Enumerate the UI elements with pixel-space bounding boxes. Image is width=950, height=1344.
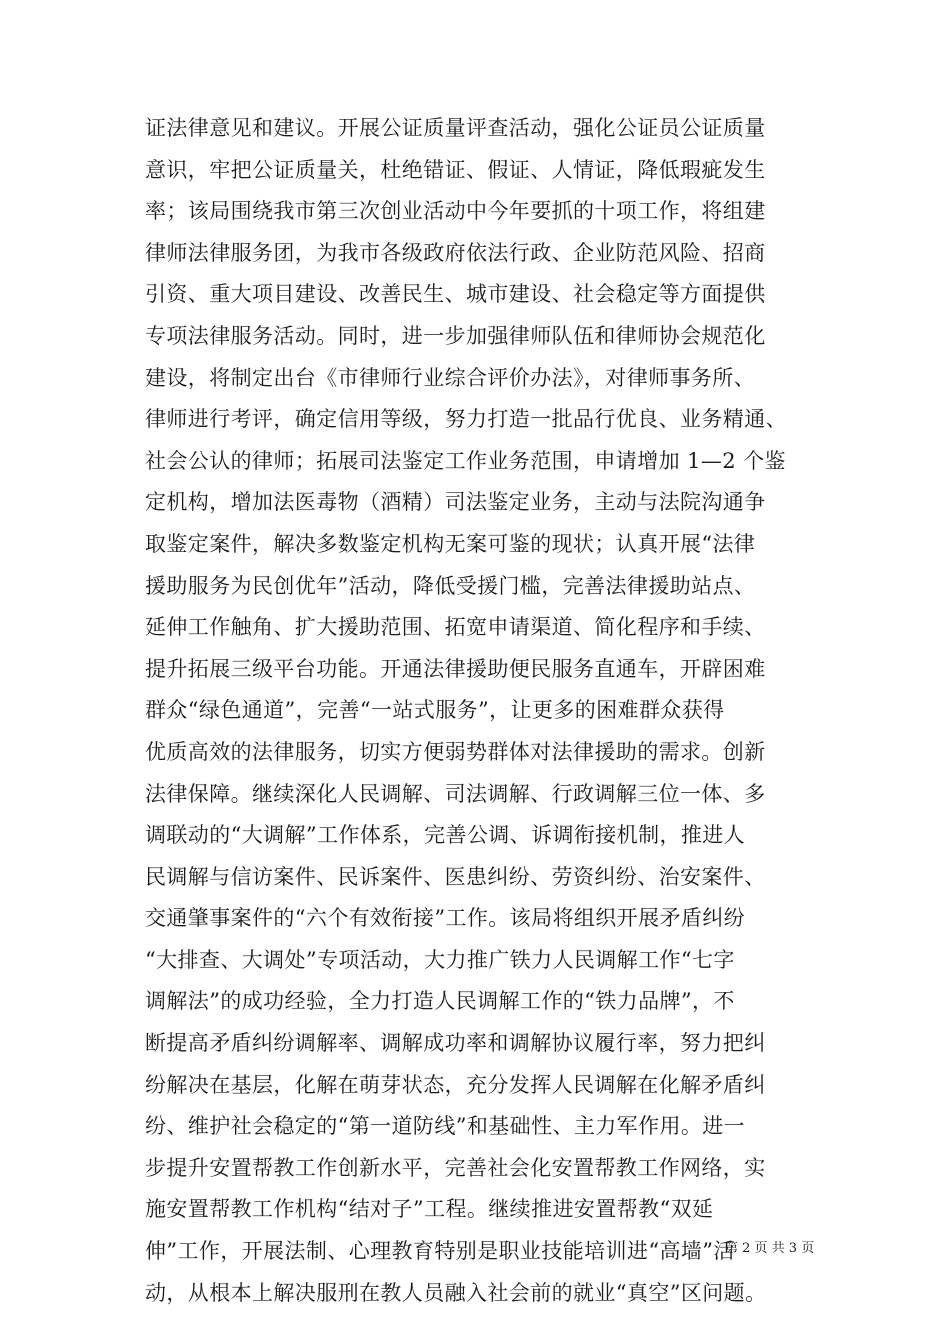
text-line: 引资、重大项目建设、改善民生、城市建设、社会稳定等方面提供 (145, 282, 766, 307)
text-line: 社会公认的律师；拓展司法鉴定工作业务范围，申请增加 1—2 个鉴 (145, 448, 786, 473)
text-line: 调联动的“大调解”工作体系，完善公调、诉调衔接机制，推进人 (145, 823, 746, 848)
text-line: 取鉴定案件，解决多数鉴定机构无案可鉴的现状；认真开展“法律 (145, 531, 756, 556)
text-line: 律师进行考评，确定信用等级，努力打造一批品行优良、业务精通、 (145, 407, 787, 432)
text-line: 专项法律服务活动。同时，进一步加强律师队伍和律师协会规范化 (145, 323, 766, 348)
text-line: 步提升安置帮教工作创新水平，完善社会化安置帮教工作网络，实 (145, 1155, 766, 1180)
text-line: 动，从根本上解决服刑在教人员融入社会前的就业“真空”区问题。 (145, 1280, 767, 1305)
text-line: 交通肇事案件的“六个有效衔接”工作。该局将组织开展矛盾纠纷 (145, 906, 746, 931)
text-line: 伸”工作，开展法制、心理教育特别是职业技能培训进“高墙”活 (145, 1239, 735, 1264)
text-line: 群众“绿色通道”，完善“一站式服务”，让更多的困难群众获得 (145, 698, 725, 723)
text-line: 调解法”的成功经验，全力打造人民调解工作的“铁力品牌”，不 (145, 989, 735, 1014)
text-line: 定机构，增加法医毒物（酒精）司法鉴定业务，主动与法院沟通争 (145, 490, 766, 515)
text-line: 援助服务为民创优年”活动，降低受援门槛，完善法律援助站点、 (145, 573, 756, 598)
text-line: 建设，将制定出台《市律师行业综合评价办法》，对律师事务所、 (145, 365, 756, 390)
text-line: 施安置帮教工作机构“结对子”工程。继续推进安置帮教“双延 (145, 1197, 714, 1222)
text-line: 纷、维护社会稳定的“第一道防线”和基础性、主力军作用。进一 (145, 1114, 746, 1139)
text-line: 证法律意见和建议。开展公证质量评查活动，强化公证员公证质量 (145, 116, 766, 140)
text-line: 律师法律服务团，为我市各级政府依法行政、企业防范风险、招商 (145, 240, 766, 265)
text-line: 断提高矛盾纠纷调解率、调解成功率和调解协议履行率，努力把纠 (145, 1031, 766, 1056)
page-footer (0, 1239, 950, 1259)
text-line: 率；该局围绕我市第三次创业活动中今年要抓的十项工作，将组建 (145, 199, 766, 224)
text-line: 提升拓展三级平台功能。开通法律援助便民服务直通车，开辟困难 (145, 656, 766, 681)
text-line: 纷解决在基层，化解在萌芽状态，充分发挥人民调解在化解矛盾纠 (145, 1072, 766, 1097)
document-body (145, 108, 825, 1314)
text-line: 优质高效的法律服务，切实方便弱势群体对法律援助的需求。创新 (145, 739, 766, 764)
text-line: “大排查、大调处”专项活动，大力推广铁力人民调解工作“七字 (145, 947, 735, 972)
page-number: 第 2 页 共 3 页 (725, 1241, 815, 1256)
text-line: 延伸工作触角、扩大援助范围、拓宽申请渠道、简化程序和手续、 (145, 615, 766, 640)
text-line: 民调解与信访案件、民诉案件、医患纠纷、劳资纠纷、治安案件、 (145, 864, 766, 889)
text-line: 意识，牢把公证质量关，杜绝错证、假证、人情证，降低瑕疵发生 (145, 157, 766, 182)
text-line: 法律保障。继续深化人民调解、司法调解、行政调解三位一体、多 (145, 781, 766, 806)
